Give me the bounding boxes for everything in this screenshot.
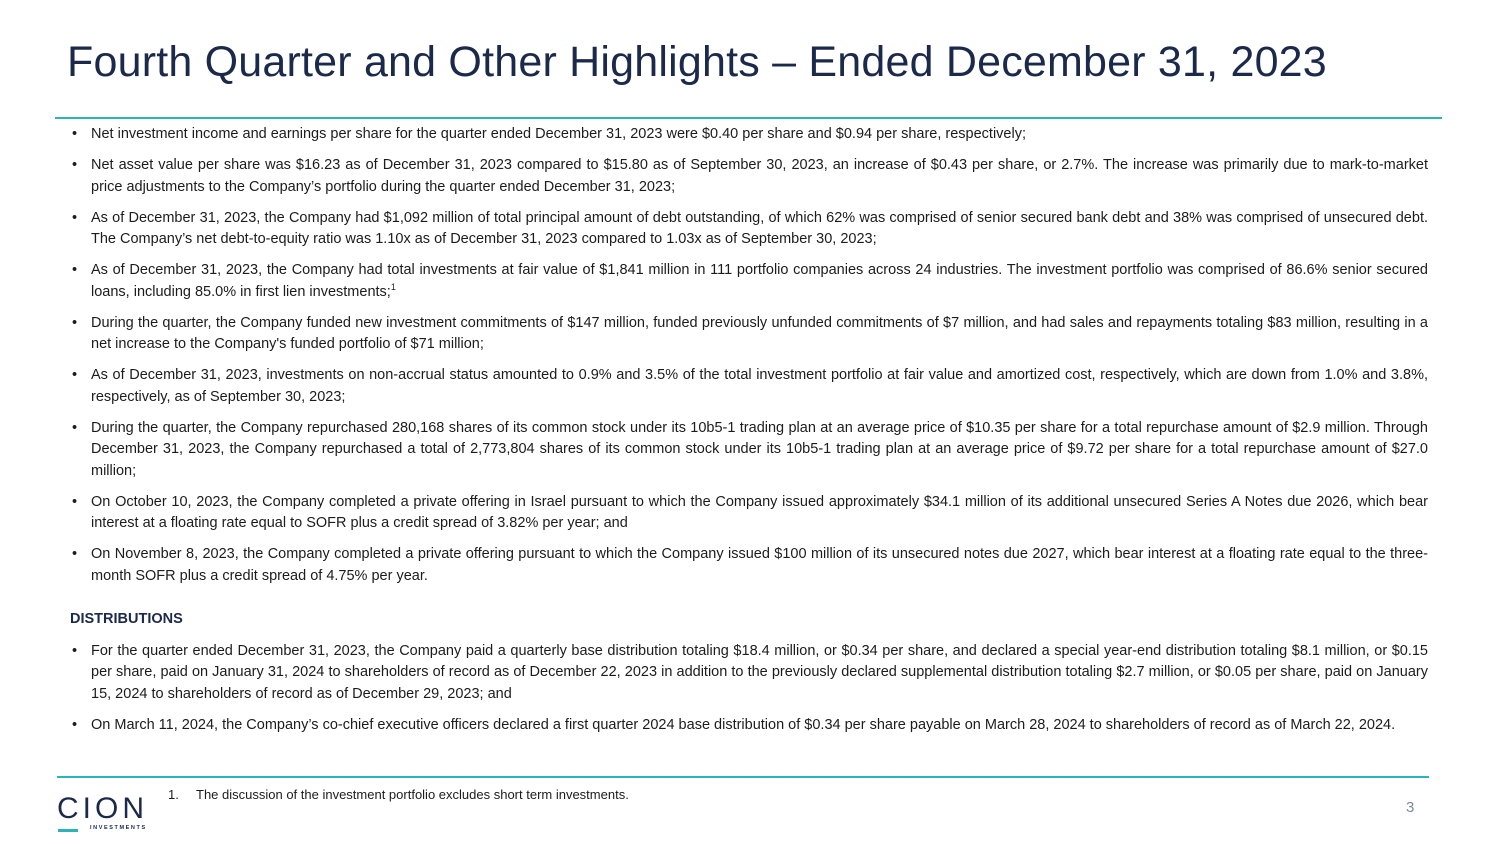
highlights-list [70,124,1428,587]
list-item: • Net investment income and earnings per share for the quarter ended December 31, 2023 were $0.40 per share and $0.94 per share, respectively; [70,124,1428,146]
list-item: • On October 10, 2023, the Company completed a private offering in Israel pursuant to which the Company issued approximately $34.1 million of its additional unsecured Series A Notes due 2026, which bear interest at a floating rate equal to SOFR plus a credit spread of 3.82% per year; and [70,492,1428,535]
title-divider [55,117,1442,119]
list-item: • During the quarter, the Company funded new investment commitments of $147 million, funded previously unfunded commitments of $7 million, and had sales and repayments totaling $83 million, resulting in a net increase to the Company's funded portfolio of $71 million; [70,313,1428,356]
logo-accent-bar [58,829,78,832]
list-item: • Net asset value per share was $16.23 as of December 31, 2023 compared to $15.80 as of September 30, 2023, an increase of $0.43 per share, or 2.7%. The increase was primarily due to mark-to-market price adjustments to the Company’s portfolio during the quarter ended December 31, 2023; [70,155,1428,198]
footnote-reference: 1 [390,281,396,292]
list-item: • As of December 31, 2023, investments on non-accrual status amounted to 0.9% and 3.5% of the total investment portfolio at fair value and amortized cost, respectively, which are down from 1.0% and 3.8%, respectively, as of September 30, 2023; [70,365,1428,408]
footnote-text: The discussion of the investment portfolio excludes short term investments. [196,787,629,802]
list-item: • On November 8, 2023, the Company completed a private offering pursuant to which the Company issued $100 million of its unsecured notes due 2027, which bear interest at a floating rate equal to the three-month SOFR plus a credit spread of 4.75% per year. [70,544,1428,587]
distributions-heading: DISTRIBUTIONS [70,611,183,627]
footnote [168,787,629,802]
list-item: • During the quarter, the Company repurchased 280,168 shares of its common stock under its 10b5-1 trading plan at an average price of $10.35 per share for a total repurchase amount of $2.9 million. Through December 31, 2023, the Company repurchased a total of 2,773,804 shares of its common stock under its 10b5-1 trading plan at an average price of $9.72 per share for a total repurchase amount of $27.0 million; [70,418,1428,483]
distributions-list [70,641,1428,737]
footer-divider [57,776,1429,778]
logo-wordmark: CION [57,792,148,825]
list-item: • For the quarter ended December 31, 2023, the Company paid a quarterly base distribution totaling $18.4 million, or $0.34 per share, and declared a special year-end distribution totaling $8.1 million, or $0.15 per share, paid on January 31, 2024 to shareholders of record as of December 22, 2023 in addition to the previously declared supplemental distribution totaling $2.7 million, or $0.05 per share, paid on January 15, 2024 to shareholders of record as of December 29, 2023; and [70,641,1428,706]
page-number: 3 [1406,799,1415,816]
highlights-body [70,124,1428,746]
logo-subtitle: INVESTMENTS [90,825,147,831]
list-item: • As of December 31, 2023, the Company had $1,092 million of total principal amount of debt outstanding, of which 62% was comprised of senior secured bank debt and 38% was comprised of unsecured debt. The Company’s net debt-to-equity ratio was 1.10x as of December 31, 2023 compared to 1.03x as of September 30, 2023; [70,208,1428,251]
list-item: • On March 11, 2024, the Company’s co-chief executive officers declared a first quarter 2024 base distribution of $0.34 per share payable on March 28, 2024 to shareholders of record as of March 22, 2024. [70,715,1428,737]
cion-logo [57,794,162,834]
page-title: Fourth Quarter and Other Highlights – Ended December 31, 2023 [67,38,1327,86]
list-item: • As of December 31, 2023, the Company had total investments at fair value of $1,841 million in 111 portfolio companies across 24 industries. The investment portfolio was comprised of 86.6% senior secured loans, including 85.0% in first lien investments;$^1$ [70,260,1428,303]
footnote-number: 1. [168,787,179,802]
